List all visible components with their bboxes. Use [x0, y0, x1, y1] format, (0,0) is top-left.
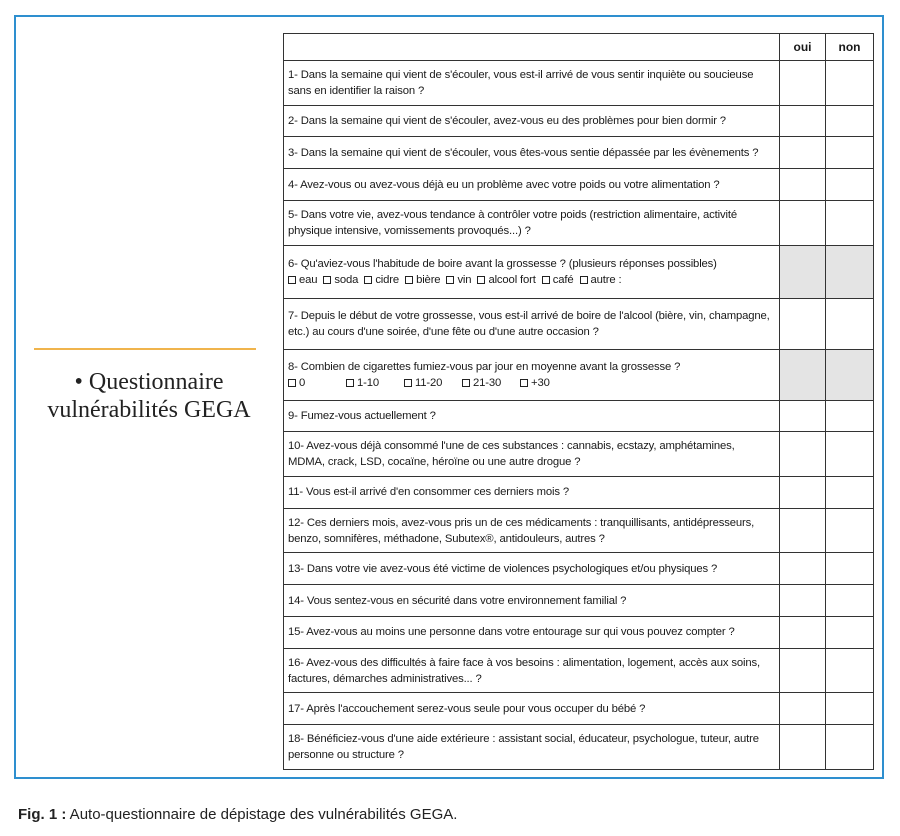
- question-text: 1- Dans la semaine qui vient de s'écouler, vous est-il arrivé de vous sentir inquiète ou soucieuse sans en identifier la raison ?: [288, 68, 754, 97]
- option-label: 0: [299, 376, 306, 389]
- answer-cell-oui[interactable]: [780, 432, 826, 477]
- table-row: [284, 400, 874, 432]
- option-item: [520, 375, 572, 391]
- option-label: 1-10: [357, 376, 380, 389]
- question-text: 3- Dans la semaine qui vient de s'écouler, vous êtes-vous sentie dépassée par les évènements ?: [288, 146, 759, 159]
- option-item: [404, 375, 456, 391]
- question-cell: [284, 432, 780, 477]
- table-row: [284, 137, 874, 169]
- question-text: 6- Qu'aviez-vous l'habitude de boire avant la grossesse ? (plusieurs réponses possibles): [288, 257, 717, 270]
- question-text: 12- Ces derniers mois, avez-vous pris un de ces médicaments : tranquillisants, antidépresseurs, benzo, somnifères, méthadone, Subutex®, antidouleurs, autres ?: [288, 516, 755, 545]
- option-item: [364, 272, 399, 288]
- question-text: 7- Depuis le début de votre grossesse, vous est-il arrivé de boire de l'alcool (bière, vin, champagne, etc.) au cours d'une soirée, d'une fête ou d'une autre occasion ?: [288, 309, 770, 338]
- table-row: [284, 245, 874, 298]
- option-label: eau: [299, 273, 318, 286]
- checkbox-icon[interactable]: [323, 276, 331, 284]
- answer-cell-non[interactable]: [826, 137, 874, 169]
- answer-cell-oui[interactable]: [780, 508, 826, 553]
- question-cell: [284, 585, 780, 617]
- answer-cell-oui[interactable]: [780, 725, 826, 770]
- option-label: +30: [531, 376, 550, 389]
- checkbox-icon[interactable]: [346, 379, 354, 387]
- question-cell: [284, 476, 780, 508]
- checkbox-icon[interactable]: [404, 379, 412, 387]
- question-cell: [284, 169, 780, 201]
- question-cell: [284, 298, 780, 349]
- q8-options: [288, 375, 773, 391]
- answer-cell-non[interactable]: [826, 585, 874, 617]
- caption-label: Fig. 1 :: [18, 806, 67, 823]
- answer-cell-oui[interactable]: [780, 616, 826, 648]
- question-cell: [284, 508, 780, 553]
- checkbox-icon[interactable]: [580, 276, 588, 284]
- option-label: autre :: [590, 273, 622, 286]
- answer-cell-non[interactable]: [826, 553, 874, 585]
- option-label: vin: [457, 273, 472, 286]
- option-item: [323, 272, 358, 288]
- table-row: [284, 553, 874, 585]
- answer-cell-non[interactable]: [826, 725, 874, 770]
- answer-cell-non[interactable]: [826, 693, 874, 725]
- table-row: [284, 432, 874, 477]
- question-cell: [284, 400, 780, 432]
- option-label: cidre: [375, 273, 400, 286]
- question-text: 5- Dans votre vie, avez-vous tendance à contrôler votre poids (restriction alimentaire, activité physique intensive, vomissements provoqués...) ?: [288, 208, 737, 237]
- answer-cell-non: [826, 245, 874, 298]
- question-cell: [284, 61, 780, 106]
- answer-cell-non[interactable]: [826, 616, 874, 648]
- question-cell: [284, 137, 780, 169]
- answer-cell-oui[interactable]: [780, 553, 826, 585]
- option-item: [580, 272, 622, 288]
- checkbox-icon[interactable]: [364, 276, 372, 284]
- answer-cell-oui[interactable]: [780, 169, 826, 201]
- answer-cell-non[interactable]: [826, 298, 874, 349]
- question-text: 9- Fumez-vous actuellement ?: [288, 409, 436, 422]
- question-cell: [284, 616, 780, 648]
- option-label: 21-30: [473, 376, 502, 389]
- question-cell: [284, 201, 780, 246]
- question-cell: [284, 648, 780, 693]
- table-row: [284, 298, 874, 349]
- table-row: [284, 61, 874, 106]
- figure-caption: [18, 806, 457, 823]
- checkbox-icon[interactable]: [477, 276, 485, 284]
- option-item: [477, 272, 535, 288]
- table-row: [284, 105, 874, 137]
- answer-cell-oui[interactable]: [780, 105, 826, 137]
- option-item: [462, 375, 514, 391]
- answer-cell-non[interactable]: [826, 648, 874, 693]
- question-cell: [284, 553, 780, 585]
- checkbox-icon[interactable]: [462, 379, 470, 387]
- option-label: soda: [334, 273, 359, 286]
- answer-cell-oui: [780, 245, 826, 298]
- table-row: [284, 508, 874, 553]
- option-label: café: [552, 273, 574, 286]
- answer-cell-oui[interactable]: [780, 693, 826, 725]
- answer-cell-non[interactable]: [826, 476, 874, 508]
- table-header-row: [284, 34, 874, 61]
- answer-cell-oui[interactable]: [780, 400, 826, 432]
- questionnaire-table: [283, 33, 874, 770]
- answer-cell-non[interactable]: [826, 432, 874, 477]
- caption-text: Auto-questionnaire de dépistage des vulnérabilités GEGA.: [66, 806, 458, 823]
- side-divider: [34, 348, 256, 350]
- question-text: 10- Avez-vous déjà consommé l'une de ces substances : cannabis, ecstazy, amphétamines, MDMA, crack, LSD, cocaïne, héroïne ou une autre drogue ?: [288, 440, 735, 469]
- table-row: [284, 169, 874, 201]
- header-oui: oui: [780, 34, 826, 61]
- option-label: 11-20: [415, 376, 443, 389]
- answer-cell-non: [826, 349, 874, 400]
- side-panel: [16, 18, 282, 776]
- question-text: 8- Combien de cigarettes fumiez-vous par jour en moyenne avant la grossesse ?: [288, 360, 681, 373]
- table-row: [284, 476, 874, 508]
- table-row: [284, 725, 874, 770]
- option-item: [446, 272, 471, 288]
- question-cell: [284, 105, 780, 137]
- question-text: 16- Avez-vous des difficultés à faire face à vos besoins : alimentation, logement, accès aux soins, factures, démarches administratives... ?: [288, 656, 761, 685]
- answer-cell-oui[interactable]: [780, 201, 826, 246]
- checkbox-icon[interactable]: [520, 379, 528, 387]
- question-text: 13- Dans votre vie avez-vous été victime de violences psychologiques et/ou physiques ?: [288, 562, 718, 575]
- checkbox-icon[interactable]: [542, 276, 550, 284]
- question-text: 4- Avez-vous ou avez-vous déjà eu un problème avec votre poids ou votre alimentation ?: [288, 178, 720, 191]
- table-row: [284, 349, 874, 400]
- checkbox-icon[interactable]: [288, 276, 296, 284]
- table-row: [284, 585, 874, 617]
- answer-cell-non[interactable]: [826, 508, 874, 553]
- answer-cell-non[interactable]: [826, 105, 874, 137]
- q6-options: [288, 272, 773, 288]
- question-cell: [284, 349, 780, 400]
- header-non: non: [826, 34, 874, 61]
- answer-cell-oui[interactable]: [780, 476, 826, 508]
- question-text: 18- Bénéficiez-vous d'une aide extérieure : assistant social, éducateur, psychologue, tuteur, autre personne ou structure ?: [288, 733, 759, 762]
- question-cell: [284, 725, 780, 770]
- table-row: [284, 201, 874, 246]
- table-row: [284, 648, 874, 693]
- option-item: [405, 272, 440, 288]
- answer-cell-non[interactable]: [826, 61, 874, 106]
- answer-cell-oui[interactable]: [780, 137, 826, 169]
- question-text: 14- Vous sentez-vous en sécurité dans votre environnement familial ?: [288, 594, 627, 607]
- answer-cell-oui[interactable]: [780, 61, 826, 106]
- option-label: bière: [416, 273, 441, 286]
- question-text: 17- Après l'accouchement serez-vous seule pour vous occuper du bébé ?: [288, 702, 646, 715]
- header-question: [284, 34, 780, 61]
- option-item: [542, 272, 574, 288]
- answer-cell-oui[interactable]: [780, 648, 826, 693]
- question-text: 11- Vous est-il arrivé d'en consommer ces derniers mois ?: [288, 486, 569, 499]
- answer-cell-oui: [780, 349, 826, 400]
- answer-cell-non[interactable]: [826, 169, 874, 201]
- option-label: alcool fort: [488, 273, 536, 286]
- checkbox-icon[interactable]: [288, 379, 296, 387]
- table-row: [284, 693, 874, 725]
- option-item: [346, 375, 398, 391]
- table-row: [284, 616, 874, 648]
- answer-cell-oui[interactable]: [780, 585, 826, 617]
- answer-cell-non[interactable]: [826, 400, 874, 432]
- question-text: 2- Dans la semaine qui vient de s'écouler, avez-vous eu des problèmes pour bien dormir ?: [288, 114, 726, 127]
- question-text: 15- Avez-vous au moins une personne dans votre entourage sur qui vous pouvez compter ?: [288, 626, 735, 639]
- checkbox-icon[interactable]: [446, 276, 454, 284]
- answer-cell-non[interactable]: [826, 201, 874, 246]
- answer-cell-oui[interactable]: [780, 298, 826, 349]
- option-item: [288, 272, 317, 288]
- option-item: [288, 375, 340, 391]
- side-title: • Questionnaire vulnérabilités GEGA: [47, 369, 251, 423]
- checkbox-icon[interactable]: [405, 276, 413, 284]
- question-cell: [284, 693, 780, 725]
- question-cell: [284, 245, 780, 298]
